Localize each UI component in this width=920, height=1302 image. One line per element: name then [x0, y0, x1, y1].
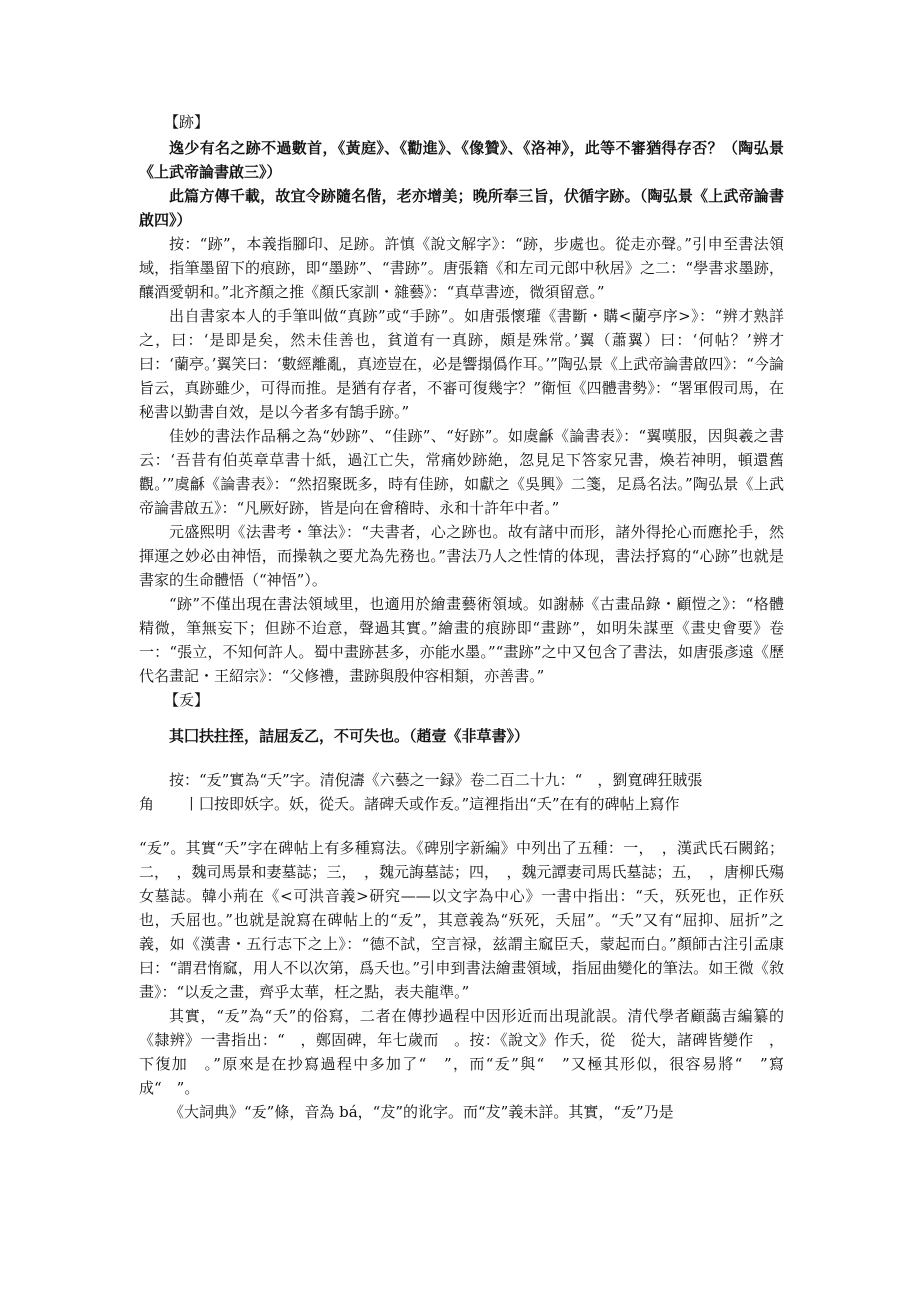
body-paragraph: 元盛熙明《法書考・筆法》：“夫書者，心之跡也。故有諸中而形，諸外得抡心而應抡手，然揮運之妙必由神悟，而操執之要尤為先務也。”書法乃人之性情的体现，書法抒寫的“心跡”也就是書家的生命體悟（“神悟”）。	[139, 523, 784, 589]
body-paragraph: 按：“跡”，本義指腳印、足跡。許慎《說文解字》：“跡，步處也。從走亦聲。”引申至書法領域，指筆墨留下的痕跡，即“墨跡”、“書跡”。唐張籍《和左司元郎中秋居》之二：“學書求墨跡，釀酒愛朝和。”北齐顏之推《顏氏家訓・雜藝》：“真草書迹，微須留意。”	[139, 235, 784, 301]
body-paragraph: 佳妙的書法作品稱之為“妙跡”、“佳跡”、“好跡”。如虞龢《論書表》：“翼嘆服，因與羲之書云：‘吾昔有伯英章草書十紙，過江亡失，常痛妙跡絶，忽見足下答家兄書，煥若神明，頓還舊觀。’”虞龢《論書表》：“然招聚既多，時有佳跡，如獻之《吳興》二箋，足爲名法。”陶弘景《上武帝論書啟五》：“凡厥好跡，皆是向在會稽時、永和十許年中者。”	[139, 427, 784, 517]
document-body	[139, 110, 784, 1124]
section-heading-ji: 【跡】	[164, 113, 210, 131]
quote-paragraph: 逸少有名之跡不過數首，《黃庭》、《勸進》、《像贊》、《洛神》，此等不審猶得存否？（陶弘景《上武帝論書啟三》）	[139, 139, 784, 181]
body-paragraph: 其實，“叐”為“夭”的俗寫，二者在傳抄過程中因形近而出現訛誤。清代學者顧藹吉編纂的《隸辨》一書指出：“ ，鄭固碑，年七歲而 。按：《說文》作夭，從 從大，諸碑皆變作 ，下復加 。”原來是在抄寫過程中多加了“ ”，而“叐”與“ ”又極其形似，很容易將“ ”寫成“ ”。	[139, 1007, 784, 1097]
body-paragraph: 《大詞典》“叐”條，音為 bá，“犮”的讹字。而“犮”義未詳。其實，“叐”乃是	[169, 1103, 674, 1121]
body-paragraph: “叐”。其實“夭”字在碑帖上有多種寫法。《碑別字新編》中列出了五種：一， ，漢武氏石闕銘；二， ，魏司馬景和妻墓誌；三， ，魏元誨墓誌；四， ，魏元譚妻司馬氏墓誌；五， ，唐柳氏殤女墓誌。韓小荊在《<可洪音義>研究——以文字為中心》一書中指出：“夭，殀死也，正作殀也，夭屈也。”也就是說寫在碑帖上的“叐”，其意義為“殀死，夭屈”。“夭”又有“屈抑、屈折”之義，如《漢書・五行志下之上》：“德不試，空言禄，兹謂主窳臣夭，蒙起而白。”顏師古注引孟康曰：“謂君惰窳，用人不以次第，爲夭也。”引申到書法繪畫領域，指屈曲變化的筆法。如王微《敘畫》：“以叐之畫，齊乎太華，枉之點，表夫龍準。”	[139, 839, 785, 1001]
quote-paragraph: 此篇方傳千載，故宜令跡隨名偕，老亦增美；晚所奉三旨，伏循字跡。（陶弘景《上武帝論書啟四》）	[139, 187, 784, 229]
quote-paragraph: 其囗扶拄挃，詰屈叐乙，不可失也。（趙壹《非草書》）	[169, 727, 530, 745]
body-line: 角 丨囗按即妖字。妖，從夭。諸碑夭或作叐。”這裡指出“夭”在有的碑帖上寫作	[139, 795, 680, 813]
body-line: 按：“叐”實為“夭”字。清倪濤《六藝之一録》卷二百二十九：“ ，劉寬碑狂賊張	[169, 771, 703, 789]
section-heading-ba: 【叐】	[164, 691, 210, 709]
body-paragraph: “跡”不僅出現在書法領域里，也適用於繪畫藝術領域。如謝赫《古畫品錄・顧愷之》：“格體精微，筆無妄下；但跡不迨意，聲過其實。”繪畫的痕跡即“畫跡”，如明朱謀垔《畫史會要》卷一：“張立，不知何許人。蜀中畫跡甚多，亦能水墨。”“畫跡”之中又包含了書法，如唐張彥遠《歷代名畫記・王紹宗》：“父修禮，畫跡與殷仲容相類，亦善書。”	[139, 595, 784, 685]
body-paragraph: 出自書家本人的手筆叫做“真跡”或“手跡”。如唐張懷瓘《書斷・購<蘭亭序>》：“辨才熟詳之，曰：‘是即是矣，然未佳善也，貧道有一真跡，頗是殊常。’翼（蕭翼）曰：‘何帖？’辨才曰：‘蘭亭。’翼笑曰：‘數經離亂，真迹豈在，必是響搨僞作耳。’”陶弘景《上武帝論書啟四》：“今論旨云，真跡雖少，可得而推。是猶有存者，不審可復幾字？”衛恒《四體書勢》：“署軍假司馬，在秘書以勤書自效，是以今者多有鵠手跡。”	[139, 307, 784, 421]
